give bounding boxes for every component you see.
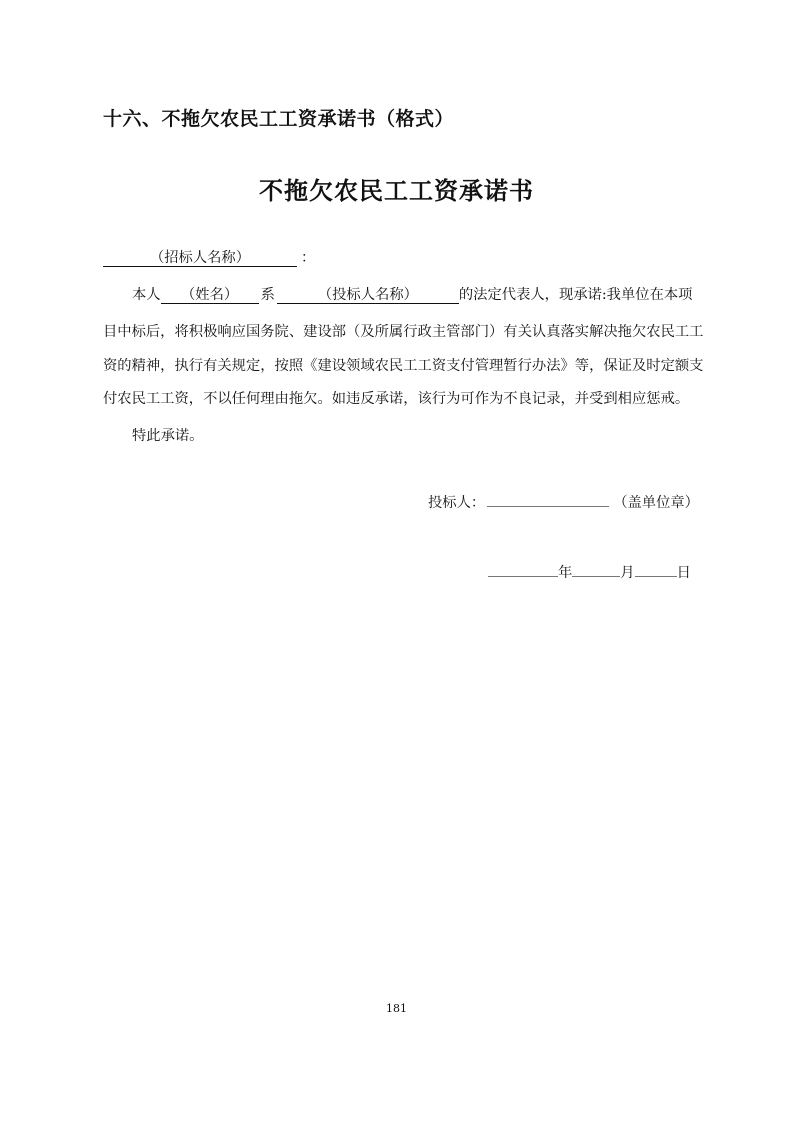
- signature-line: [428, 492, 699, 512]
- paragraph-line-3: 资的精神，执行有关规定，按照《建设领域农民工工资支付管理暂行办法》等，保证及时定额支: [103, 358, 704, 374]
- bidder-name-blank: （投标人名称）: [277, 287, 459, 304]
- paragraph-line-1: [132, 284, 692, 304]
- date-line: [488, 562, 691, 582]
- paragraph-line-4: 付农民工工资，不以任何理由拖欠。如违反承诺，该行为可作为不良记录，并受到相应惩戒。: [103, 391, 690, 407]
- signature-blank: [487, 494, 609, 507]
- lead-text: 本人: [132, 287, 161, 303]
- day-label: 日: [676, 565, 691, 581]
- tenderer-name-blank: （招标人名称）: [103, 250, 297, 267]
- name-blank: （姓名）: [161, 287, 259, 304]
- day-blank: [635, 564, 677, 577]
- month-blank: [572, 564, 620, 577]
- year-label: 年: [558, 565, 573, 581]
- paragraph-line-2: 目中标后，将积极响应国务院、建设部（及所属行政主管部门）有关认真落实解决拖欠农民工工: [103, 324, 704, 340]
- section-title: 十六、不拖欠农民工工资承诺书（格式）: [103, 108, 455, 130]
- addressee-colon: ：: [301, 250, 316, 266]
- bidder-label: 投标人：: [428, 495, 486, 511]
- connector-text: 系: [260, 287, 275, 303]
- document-title: 不拖欠农民工工资承诺书: [259, 177, 534, 205]
- page-number: 181: [386, 1002, 407, 1015]
- seal-note: （盖单位章）: [613, 495, 699, 511]
- month-label: 月: [620, 565, 635, 581]
- closing-text: 特此承诺。: [132, 428, 204, 444]
- addressee-line: [103, 247, 315, 267]
- line1-tail: 的法定代表人，现承诺:我单位在本项: [458, 287, 693, 303]
- year-blank: [488, 564, 558, 577]
